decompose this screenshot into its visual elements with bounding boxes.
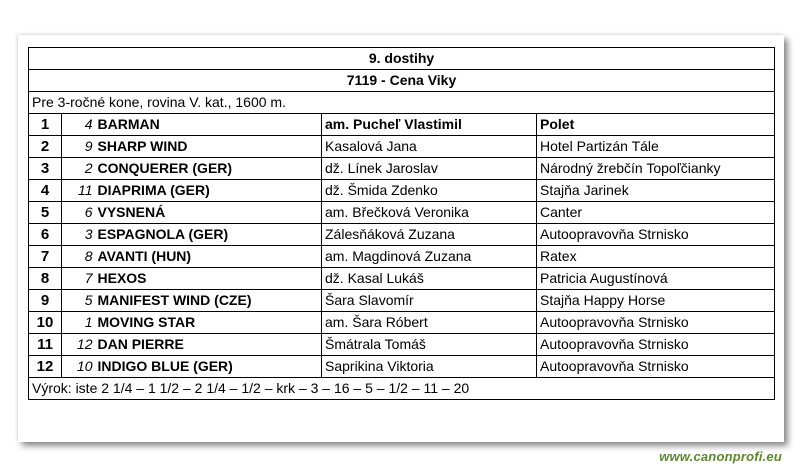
place-cell: 3	[29, 158, 62, 180]
horse-name-cell: BARMAN	[96, 114, 322, 136]
table-row	[29, 356, 775, 378]
horse-number-cell: 3	[62, 224, 96, 246]
place-cell: 11	[29, 334, 62, 356]
jockey-cell: Šara Slavomír	[322, 290, 537, 312]
horse-number-cell: 12	[62, 334, 96, 356]
table-row	[29, 202, 775, 224]
horse-name-cell: VYSNENÁ	[96, 202, 322, 224]
horse-name-cell: MANIFEST WIND (CZE)	[96, 290, 322, 312]
horse-name-cell: INDIGO BLUE (GER)	[96, 356, 322, 378]
table-row	[29, 246, 775, 268]
place-cell: 6	[29, 224, 62, 246]
jockey-cell: dž. Šmida Zdenko	[322, 180, 537, 202]
owner-cell: Hotel Partizán Tále	[537, 136, 775, 158]
race-title: 7119 - Cena Viky	[29, 70, 775, 92]
race-conditions: Pre 3-ročné kone, rovina V. kat., 1600 m.	[29, 92, 775, 114]
horse-number-cell: 1	[62, 312, 96, 334]
horse-name-cell: ESPAGNOLA (GER)	[96, 224, 322, 246]
place-cell: 2	[29, 136, 62, 158]
table-row	[29, 224, 775, 246]
table-row	[29, 136, 775, 158]
race-results-table	[28, 47, 775, 400]
race-heading-row	[29, 48, 775, 70]
horse-number-cell: 2	[62, 158, 96, 180]
jockey-cell: Šmátrala Tomáš	[322, 334, 537, 356]
horse-number-cell: 4	[62, 114, 96, 136]
horse-name-cell: HEXOS	[96, 268, 322, 290]
race-title-row	[29, 70, 775, 92]
jockey-cell: am. Břečková Veronika	[322, 202, 537, 224]
place-cell: 5	[29, 202, 62, 224]
place-cell: 12	[29, 356, 62, 378]
owner-cell: Národný žrebčín Topoľčianky	[537, 158, 775, 180]
jockey-cell: dž. Línek Jaroslav	[322, 158, 537, 180]
owner-cell: Autoopravovňa Strnisko	[537, 224, 775, 246]
owner-cell: Canter	[537, 202, 775, 224]
watermark: www.canonprofi.eu	[659, 449, 782, 464]
place-cell: 8	[29, 268, 62, 290]
table-row	[29, 268, 775, 290]
jockey-cell: am. Šara Róbert	[322, 312, 537, 334]
table-row	[29, 290, 775, 312]
horse-name-cell: DIAPRIMA (GER)	[96, 180, 322, 202]
place-cell: 1	[29, 114, 62, 136]
table-row	[29, 180, 775, 202]
place-cell: 10	[29, 312, 62, 334]
horse-number-cell: 5	[62, 290, 96, 312]
owner-cell: Ratex	[537, 246, 775, 268]
horse-number-cell: 7	[62, 268, 96, 290]
horse-number-cell: 10	[62, 356, 96, 378]
jockey-cell: Saprikina Viktoria	[322, 356, 537, 378]
horse-number-cell: 8	[62, 246, 96, 268]
place-cell: 4	[29, 180, 62, 202]
jockey-cell: Zálesňáková Zuzana	[322, 224, 537, 246]
horse-number-cell: 9	[62, 136, 96, 158]
table-row	[29, 312, 775, 334]
jockey-cell: am. Magdinová Zuzana	[322, 246, 537, 268]
place-cell: 9	[29, 290, 62, 312]
horse-number-cell: 11	[62, 180, 96, 202]
table-row	[29, 114, 775, 136]
horse-name-cell: CONQUERER (GER)	[96, 158, 322, 180]
race-conditions-row	[29, 92, 775, 114]
margins-row	[29, 378, 775, 400]
owner-cell: Patricia Augustínová	[537, 268, 775, 290]
owner-cell: Autoopravovňa Strnisko	[537, 356, 775, 378]
table-row	[29, 334, 775, 356]
jockey-cell: am. Pucheľ Vlastimil	[322, 114, 537, 136]
owner-cell: Stajňa Jarinek	[537, 180, 775, 202]
owner-cell: Stajňa Happy Horse	[537, 290, 775, 312]
horse-name-cell: MOVING STAR	[96, 312, 322, 334]
horse-name-cell: SHARP WIND	[96, 136, 322, 158]
horse-name-cell: AVANTI (HUN)	[96, 246, 322, 268]
horse-name-cell: DAN PIERRE	[96, 334, 322, 356]
results-card	[18, 35, 784, 442]
horse-number-cell: 6	[62, 202, 96, 224]
table-row	[29, 158, 775, 180]
jockey-cell: dž. Kasal Lukáš	[322, 268, 537, 290]
place-cell: 7	[29, 246, 62, 268]
race-margins: Výrok: iste 2 1/4 – 1 1/2 – 2 1/4 – 1/2 – krk – 3 – 16 – 5 – 1/2 – 11 – 20	[29, 378, 775, 400]
race-heading: 9. dostihy	[29, 48, 775, 70]
owner-cell: Autoopravovňa Strnisko	[537, 312, 775, 334]
jockey-cell: Kasalová Jana	[322, 136, 537, 158]
owner-cell: Autoopravovňa Strnisko	[537, 334, 775, 356]
owner-cell: Polet	[537, 114, 775, 136]
